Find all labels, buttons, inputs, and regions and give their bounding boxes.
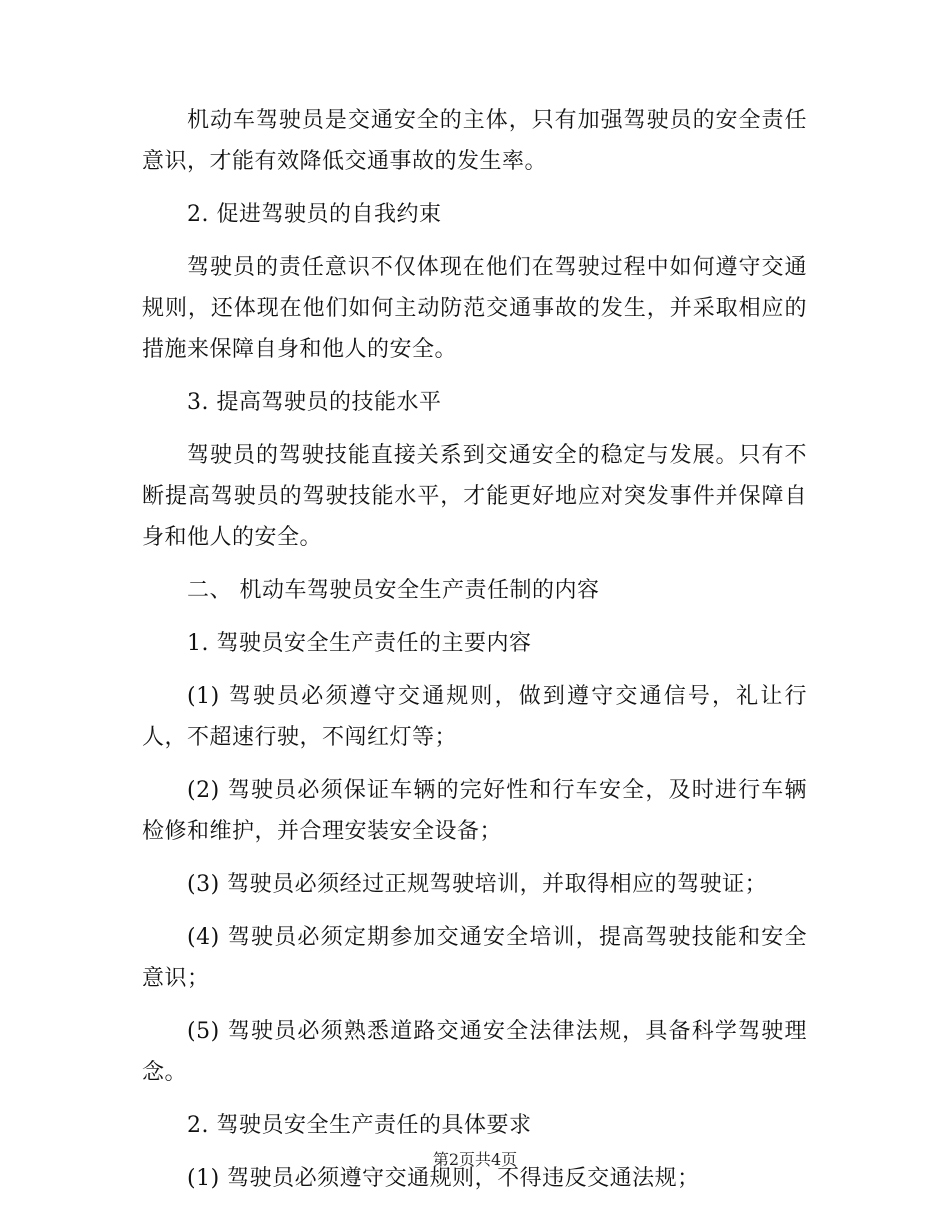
requirement-item-1: (1) 驾驶员必须遵守交通规则，不得违反交通法规； — [187, 1166, 700, 1191]
list-item-4: (4) 驾驶员必须定期参加交通安全培训，提高驾驶技能和安全意识； — [142, 925, 807, 991]
paragraph-driving-skill: 驾驶员的驾驶技能直接关系到交通安全的稳定与发展。只有不断提高驾驶员的驾驶技能水平，才能更好地应对突发事件并保障自身和他人的安全。 — [142, 443, 807, 550]
heading-specific-requirements: 2. 驾驶员安全生产责任的具体要求 — [187, 1113, 532, 1138]
paragraph-safety-subject: 机动车驾驶员是交通安全的主体，只有加强驾驶员的安全责任意识，才能有效降低交通事故的发生率。 — [142, 108, 807, 174]
list-item-5: (5) 驾驶员必须熟悉道路交通安全法律法规，具备科学驾驶理念。 — [142, 1019, 807, 1085]
paragraph-responsibility-awareness: 驾驶员的责任意识不仅体现在他们在驾驶过程中如何遵守交通规则，还体现在他们如何主动防范交通事故的发生，并采取相应的措施来保障自身和他人的安全。 — [142, 255, 807, 362]
section-heading-responsibility-content: 二、 机动车驾驶员安全生产责任制的内容 — [187, 578, 600, 603]
list-item-3: (3) 驾驶员必须经过正规驾驶培训，并取得相应的驾驶证； — [187, 872, 768, 897]
heading-self-discipline: 2. 促进驾驶员的自我约束 — [187, 202, 442, 227]
list-item-2: (2) 驾驶员必须保证车辆的完好性和行车安全，及时进行车辆检修和维护，并合理安装安全设备； — [142, 778, 807, 844]
heading-main-content: 1. 驾驶员安全生产责任的主要内容 — [187, 631, 532, 656]
list-item-1: (1) 驾驶员必须遵守交通规则，做到遵守交通信号，礼让行人，不超速行驶，不闯红灯等； — [142, 684, 807, 750]
page-number-footer: 第2页共4页 — [432, 1150, 518, 1169]
heading-skill-level: 3. 提高驾驶员的技能水平 — [187, 390, 442, 415]
document-body — [142, 100, 807, 1199]
